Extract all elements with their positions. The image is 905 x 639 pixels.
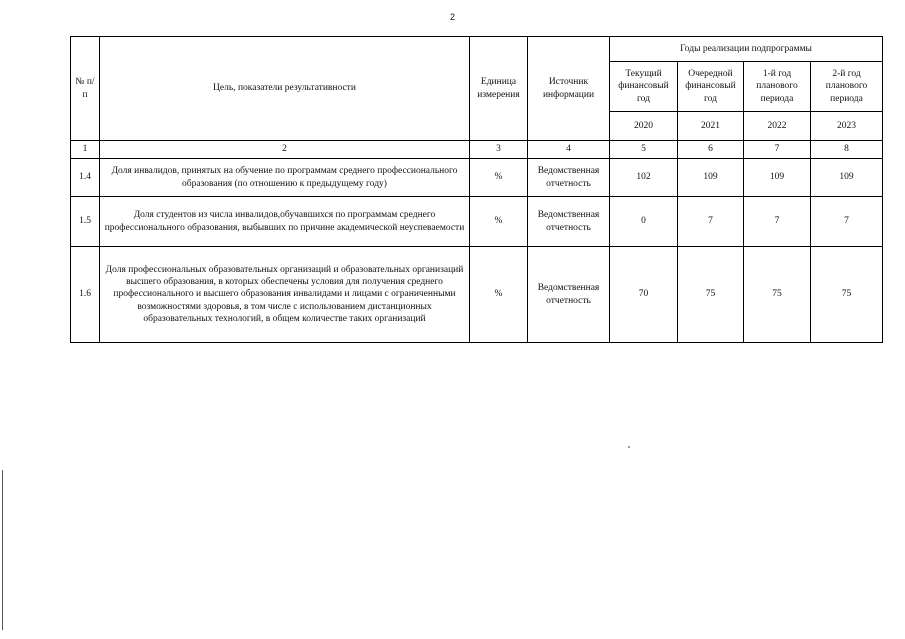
scan-edge-line	[2, 470, 3, 630]
row-unit: %	[470, 159, 528, 197]
row-value: 109	[811, 159, 883, 197]
column-number: 8	[811, 141, 883, 159]
row-value: 75	[744, 247, 811, 343]
header-period: Очередной финансовый год	[678, 62, 744, 112]
header-source: Источник информации	[528, 37, 610, 141]
row-value: 102	[610, 159, 678, 197]
row-number: 1.4	[71, 159, 100, 197]
header-unit: Единица измерения	[470, 37, 528, 141]
row-unit: %	[470, 197, 528, 247]
header-year: 2023	[811, 112, 883, 141]
header-number: № п/п	[71, 37, 100, 141]
row-value: 0	[610, 197, 678, 247]
column-number: 1	[71, 141, 100, 159]
row-value: 7	[744, 197, 811, 247]
table-row	[71, 159, 883, 197]
column-number: 3	[470, 141, 528, 159]
header-period: 1-й год планового периода	[744, 62, 811, 112]
column-number: 2	[100, 141, 470, 159]
row-source: Ведомственная отчетность	[528, 247, 610, 343]
header-year: 2021	[678, 112, 744, 141]
header-period: Текущий финансовый год	[610, 62, 678, 112]
row-value: 70	[610, 247, 678, 343]
column-number: 7	[744, 141, 811, 159]
row-source: Ведомственная отчетность	[528, 159, 610, 197]
table-row	[71, 247, 883, 343]
header-year: 2022	[744, 112, 811, 141]
page-number: 2	[449, 12, 455, 22]
row-goal: Доля профессиональных образовательных организаций и образовательных организаций высшего образования, в которых обеспечены условия для получения среднего профессионального и высшего образования инвалидами и лицами с ограниченными возможностями здоровья, в том числе с использованием дистанционных образовательных технологий, в общем количестве таких организаций	[100, 247, 470, 343]
header-year: 2020	[610, 112, 678, 141]
column-number: 5	[610, 141, 678, 159]
table-row	[71, 197, 883, 247]
row-number: 1.5	[71, 197, 100, 247]
header-goal: Цель, показатели результативности	[100, 37, 470, 141]
row-value: 109	[744, 159, 811, 197]
row-unit: %	[470, 247, 528, 343]
row-value: 7	[811, 197, 883, 247]
row-source: Ведомственная отчетность	[528, 197, 610, 247]
indicators-table	[70, 36, 883, 343]
column-number: 4	[528, 141, 610, 159]
header-years-group: Годы реализации подпрограммы	[610, 37, 883, 62]
header-period: 2-й год планового периода	[811, 62, 883, 112]
row-goal: Доля студентов из числа инвалидов,обучавшихся по программам среднего профессионального образования, выбывших по причине академической неуспеваемости	[100, 197, 470, 247]
row-goal: Доля инвалидов, принятых на обучение по программам среднего профессионального образования (по отношению к предыдущему году)	[100, 159, 470, 197]
row-value: 75	[678, 247, 744, 343]
row-value: 109	[678, 159, 744, 197]
row-value: 7	[678, 197, 744, 247]
row-number: 1.6	[71, 247, 100, 343]
scan-speck	[628, 446, 630, 448]
column-number: 6	[678, 141, 744, 159]
row-value: 75	[811, 247, 883, 343]
